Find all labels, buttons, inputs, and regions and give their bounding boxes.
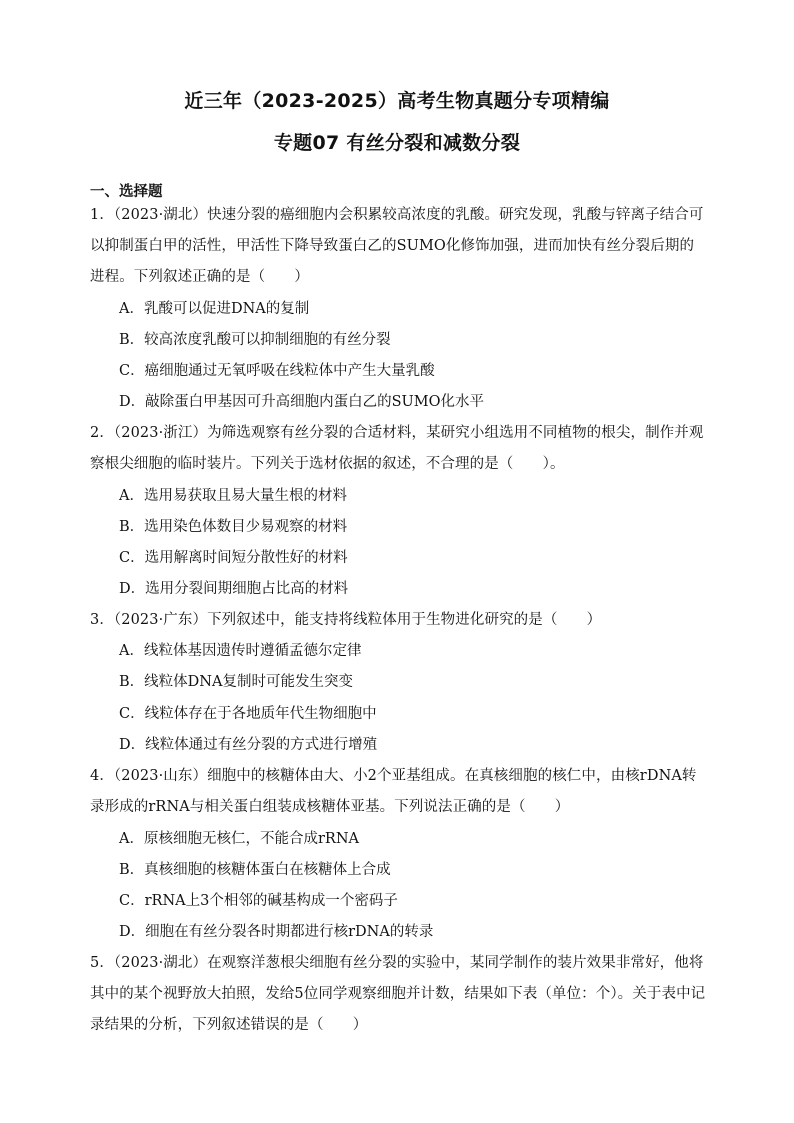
question-3-stem: 3．（2023·广东）下列叙述中，能支持将线粒体用于生物进化研究的是（ ） (90, 612, 602, 628)
question-5-stem: 5．（2023·湖北）在观察洋葱根尖细胞有丝分裂的实验中，某同学制作的装片效果非常好，他将其中的某个视野放大拍照，发给5位同学观察细胞并计数，结果如下表（单位：个）。关于表中记录结果的分析，下列叙述错误的是（ ） (90, 955, 706, 1033)
question-1-stem: 1．（2023·湖北）快速分裂的癌细胞内会积累较高浓度的乳酸。研究发现，乳酸与锌离子结合可以抑制蛋白甲的活性，甲活性下降导致蛋白乙的SUMO化修饰加强，进而加快有丝分裂后期的进程。下列叙述正确的是（ ） (90, 207, 704, 285)
document-subtitle: 专题07 有丝分裂和减数分裂 (273, 132, 521, 154)
question-4-option-b: B．真核细胞的核糖体蛋白在核糖体上合成 (119, 862, 391, 878)
question-4-option-c: C．rRNA上3个相邻的碱基构成一个密码子 (119, 893, 398, 909)
question-2-option-c: C．选用解离时间短分散性好的材料 (119, 550, 348, 566)
question-4-option-d: D．细胞在有丝分裂各时期都进行核rDNA的转录 (119, 924, 434, 940)
question-3-option-c: C．线粒体存在于各地质年代生物细胞中 (119, 706, 377, 722)
question-1-option-d: D．敲除蛋白甲基因可升高细胞内蛋白乙的SUMO化水平 (119, 394, 485, 410)
question-3-option-b: B．线粒体DNA复制时可能发生突变 (119, 674, 353, 690)
document-title: 近三年（2023-2025）高考生物真题分专项精编 (184, 90, 610, 112)
question-2-option-a: A．选用易获取且易大量生根的材料 (119, 488, 347, 504)
question-3-option-d: D．线粒体通过有丝分裂的方式进行增殖 (119, 737, 378, 753)
question-1-option-a: A．乳酸可以促进DNA的复制 (119, 301, 310, 317)
question-1-option-b: B．较高浓度乳酸可以抑制细胞的有丝分裂 (119, 332, 391, 348)
question-2-option-b: B．选用染色体数目少易观察的材料 (119, 519, 348, 535)
question-1-option-c: C．癌细胞通过无氧呼吸在线粒体中产生大量乳酸 (119, 363, 435, 379)
question-4-stem: 4．（2023·山东）细胞中的核糖体由大、小2个亚基组成。在真核细胞的核仁中，由核rDNA转录形成的rRNA与相关蛋白组装成核糖体亚基。下列说法正确的是（ ） (90, 768, 697, 815)
question-2-stem: 2．（2023·浙江）为筛选观察有丝分裂的合适材料，某研究小组选用不同植物的根尖，制作并观察根尖细胞的临时装片。下列关于选材依据的叙述，不合理的是（ ）。 (90, 425, 704, 472)
question-2-option-d: D．选用分裂间期细胞占比高的材料 (119, 581, 349, 597)
section-heading: 一、选择题 (90, 184, 163, 200)
question-3-option-a: A．线粒体基因遗传时遵循孟德尔定律 (119, 643, 362, 659)
question-4-option-a: A．原核细胞无核仁，不能合成rRNA (119, 831, 359, 847)
